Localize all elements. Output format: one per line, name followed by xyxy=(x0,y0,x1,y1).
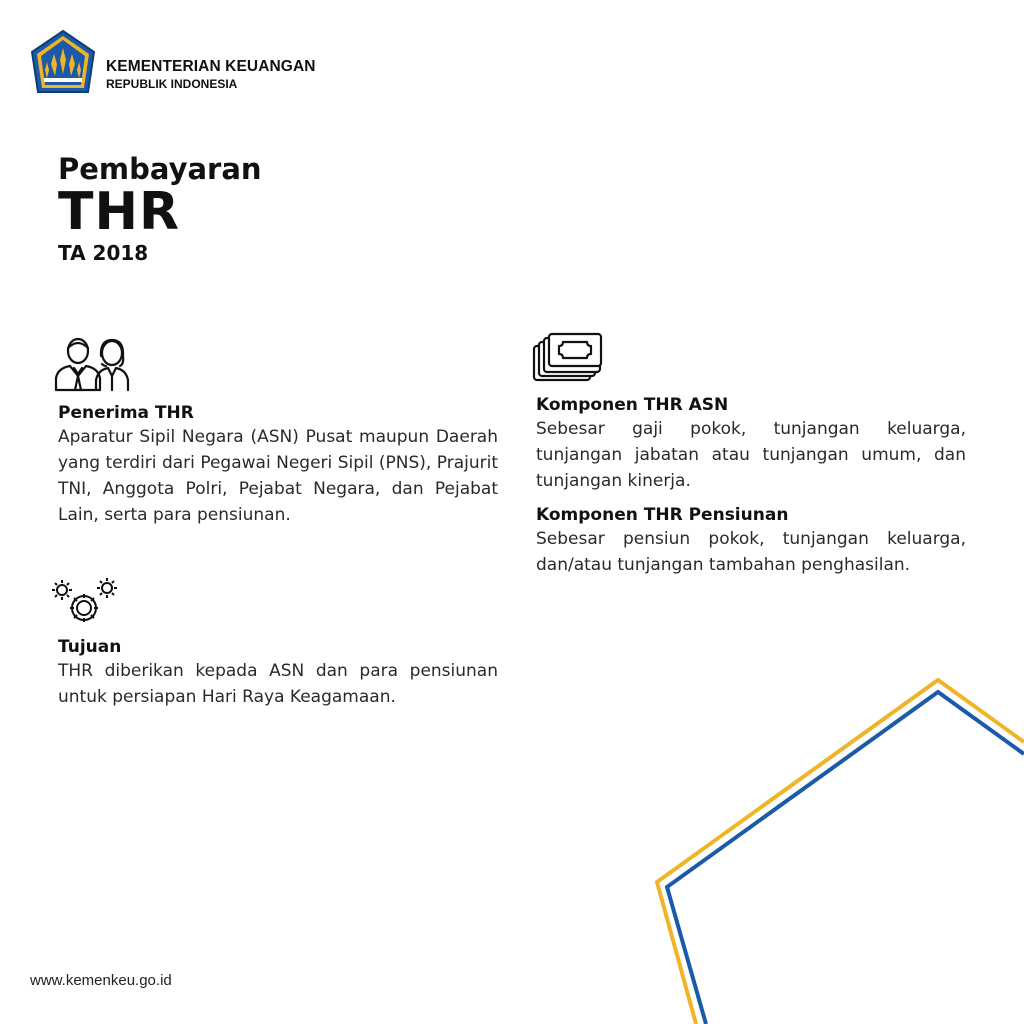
org-name: KEMENTERIAN KEUANGAN xyxy=(106,58,316,75)
title-line-3: TA 2018 xyxy=(58,241,149,265)
section-penerima xyxy=(58,402,498,528)
title-line-2: THR xyxy=(58,182,181,242)
section-komponen-pensiunan xyxy=(536,504,966,578)
org-subtitle: REPUBLIK INDONESIA xyxy=(106,77,238,91)
komponen-pensiunan-heading: Komponen THR Pensiunan xyxy=(536,505,789,525)
penerima-text: Aparatur Sipil Negara (ASN) Pusat maupun Daerah yang terdiri dari Pegawai Negeri Sipil (PNS), Prajurit TNI, Anggota Polri, Pejabat Negara, dan Pejabat Lain, serta para pensiunan. xyxy=(58,427,498,525)
komponen-pensiunan-text: Sebesar pensiun pokok, tunjangan keluarga, dan/atau tunjangan tambahan penghasilan. xyxy=(536,529,966,575)
komponen-asn-text: Sebesar gaji pokok, tunjangan keluarga, tunjangan jabatan atau tunjangan umum, dan tunjangan kinerja. xyxy=(536,419,966,491)
penerima-heading: Penerima THR xyxy=(58,403,194,423)
kemenkeu-logo-icon xyxy=(30,30,96,98)
section-komponen-asn xyxy=(536,394,966,494)
gears-icon xyxy=(50,576,118,628)
money-stack-icon xyxy=(530,332,604,382)
page-title xyxy=(58,152,262,266)
komponen-asn-heading: Komponen THR ASN xyxy=(536,395,729,415)
title-line-1: Pembayaran xyxy=(58,152,262,186)
section-tujuan xyxy=(58,636,498,710)
people-icon xyxy=(54,336,136,392)
tujuan-heading: Tujuan xyxy=(58,637,122,657)
footer-url: www.kemenkeu.go.id xyxy=(30,972,172,989)
tujuan-text: THR diberikan kepada ASN dan para pensiunan untuk persiapan Hari Raya Keagamaan. xyxy=(58,661,498,707)
